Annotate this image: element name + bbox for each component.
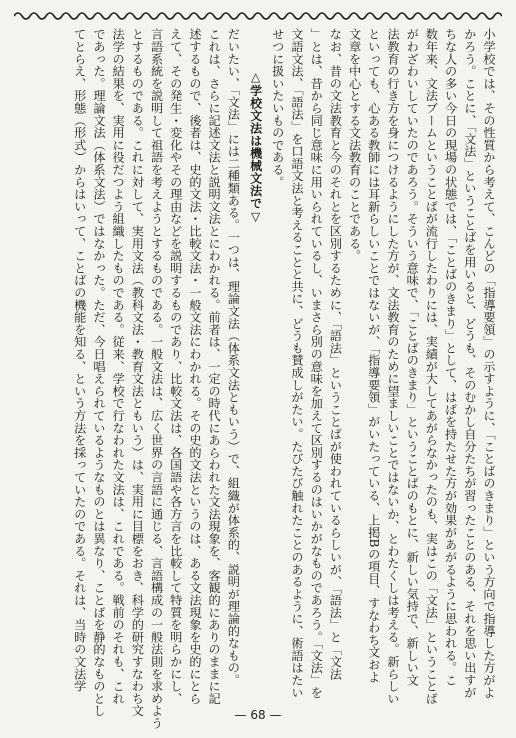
paragraph-group-intro — [268, 28, 498, 708]
text-column: 文章を中心とする文法教育のことである。 — [347, 28, 362, 262]
text-column: せつに扱いたいものである。 — [270, 28, 285, 188]
page-number: — 68 — — [234, 708, 282, 722]
paragraph-group-main — [70, 28, 243, 730]
text-column: 」とは、昔から同じ意味に用いられているし、いまさら別の意味を加えて区別するのはいかがなものであろう。「文法」を — [309, 28, 324, 699]
text-column: がわざわいしていたのであろう。そういう意味で、「ことばのきまり」ということばのもとに、新しい気持で、新しい文 — [405, 28, 420, 687]
text-column: だいたい、「文法」には二種類ある。一つは、理論文法（体系文法ともいう）で、組織が体系的、説明が理論的なもの。 — [226, 28, 241, 687]
text-column: とするものである。これに対して、実用文法（教科文法・教育文法ともいう）は、実用に目標をおき、科学的研究すなわち文 — [130, 28, 145, 717]
text-column: 数年来、文法ブームということばが流行したわりには、実績が大してあがらなかったのも、実はこの「文法」ということば — [424, 28, 439, 705]
text-column: ちな人の多い今日の現場の状態では、「ことばのきまり」として、はばを持たせた方が効果があがるように思われる。こ — [443, 28, 458, 687]
text-column: 述するもので、後者は、史的文法・比較文法・一般文法にわかれる。その史的文法というのは、ある文法現象を史的にとら — [187, 28, 202, 705]
text-column: 文語文法、「語法」を口語文法と考えることと共に、どうも賛成しがたい。たびたび触れたことのあるように、術語はたい — [289, 28, 304, 699]
text-column: 法学の結果を、実用に役だつよう組織したものである。従来、学校で行なわれた文法は、これである。戦前のそれも、これ — [111, 28, 126, 705]
text-column: 法教育の行き方を身につけるようにした方が、文法教育のために望ましいことではないか、とわたくしは考える。新らしい — [385, 28, 400, 705]
text-column: であった。理論文法（体系文法）ではなかった。ただ、今日唱えられているようなものとは異なり、ことばを静的なものとし — [91, 28, 106, 717]
text-column: かろう。ことに、「文法」ということばを用いると、どうも、そのむかし自分たちが習ったことのある、それを思い出すが — [462, 28, 477, 699]
text-column: 言語系統を説明して祖語を考えようとするものである。一般文法は、広く世界の言語に通じる、言語構成の一般法則を求めよう — [149, 28, 164, 730]
text-column: といっても、心ある教師には耳新らしいことではないが、「指導要領」がいたっている、上掲Bの項目、すなわち文およ — [366, 28, 381, 683]
decorative-top-border — [14, 10, 502, 22]
text-column: 小学校では、その性質から考えて、こんどの「指導要領」の示すように、「ことばのきまり」という方向で指導した方がよ — [482, 28, 496, 699]
text-column: これは、さらに記述文法と説明文法とにわかれる。前者は、一定の時代にあらわれた文法現象を、客観的にありのままに記 — [207, 28, 222, 705]
section-heading: △学校文法は機械文法で▽ — [248, 70, 263, 224]
text-column: てとらえ、形態（形式）からはいって、ことばの機能を知る、という方法を採っていたのである。それは、当時の文法学 — [72, 28, 87, 693]
text-column: なお、昔の文法教育と今のそれとを区別するために、「語法」ということばが使われているらしいが、「語法」と「文法 — [328, 28, 343, 680]
text-column: えて、その発生・変化やその理由などを説明するものであり、比較文法は、各国語や各方言を比較して特質を明らかにし、 — [168, 28, 183, 705]
